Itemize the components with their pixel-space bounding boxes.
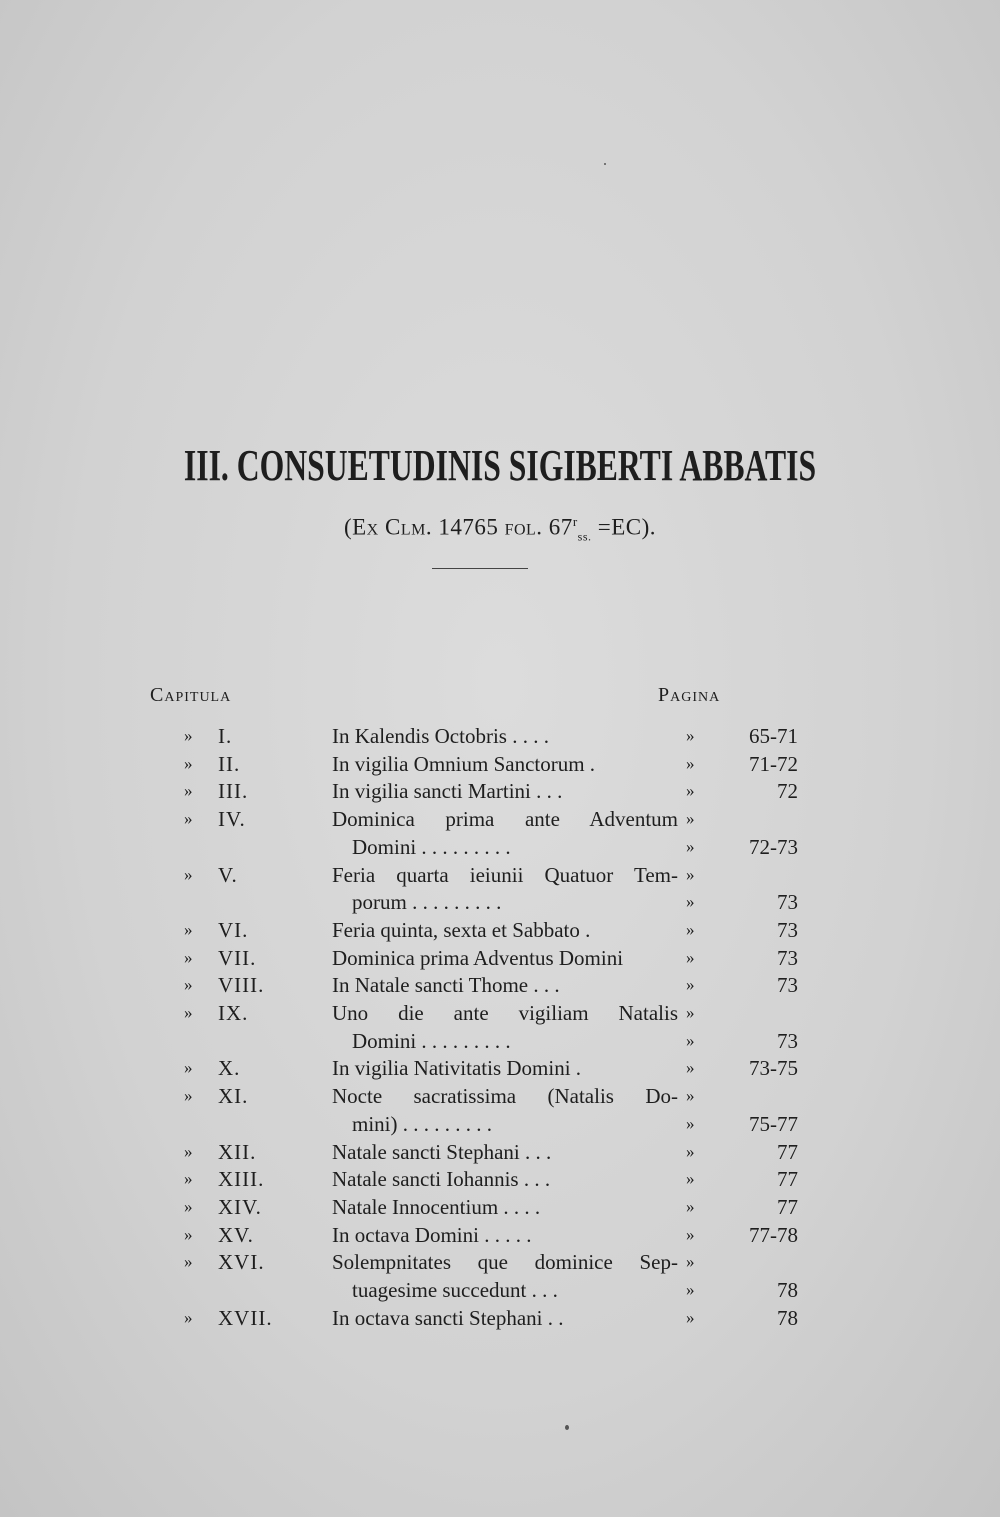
toc-row xyxy=(0,750,1000,778)
ditto-mark: » xyxy=(686,1030,695,1050)
ditto-mark: » xyxy=(686,947,695,967)
page-reference: 72-73 xyxy=(749,834,798,859)
page-reference: 78 xyxy=(777,1278,798,1302)
ditto-mark: » xyxy=(686,726,695,745)
page-reference: 78 xyxy=(777,1305,798,1330)
ditto-mark: » xyxy=(686,1252,695,1272)
chapter-title-entry: In octava sancti Stephani . . xyxy=(332,1305,564,1330)
chapter-title-entry: Dominica prima ante Adventum xyxy=(332,807,678,832)
ditto-mark: » xyxy=(686,1113,695,1133)
quote-mark: » xyxy=(184,947,193,967)
ditto-mark: » xyxy=(686,1141,695,1161)
chapter-title-entry: In vigilia sancti Martini . . . xyxy=(332,779,563,804)
chapter-title-entry: Natale sancti Stephani . . . xyxy=(332,1139,552,1164)
scan-speck xyxy=(604,163,606,165)
toc-row xyxy=(0,833,1000,861)
toc-row xyxy=(0,888,1000,916)
quote-mark: » xyxy=(184,1252,193,1272)
ditto-mark: » xyxy=(686,892,695,912)
chapter-number: I. xyxy=(218,724,233,748)
chapter-title-entry: Solempnitates que dominice Sep- xyxy=(332,1250,678,1275)
toc-row xyxy=(0,1165,1000,1193)
page-reference: 77 xyxy=(777,1194,798,1219)
ditto-mark: » xyxy=(686,1280,695,1299)
ditto-mark: » xyxy=(686,919,695,939)
page-reference: 73-75 xyxy=(749,1056,798,1081)
toc-row xyxy=(0,722,1000,750)
toc-row xyxy=(0,1054,1000,1082)
ditto-mark: » xyxy=(686,1058,695,1078)
divider-rule xyxy=(432,568,528,569)
chapter-title-entry: In octava Domini . . . . . xyxy=(332,1222,532,1247)
chapter-number: XV. xyxy=(218,1222,254,1247)
toc-row xyxy=(0,1304,1000,1332)
toc-row xyxy=(0,916,1000,944)
toc-row xyxy=(0,971,1000,999)
ditto-mark: » xyxy=(686,1224,695,1244)
ditto-mark: » xyxy=(686,1086,695,1106)
page-reference: 73 xyxy=(777,945,798,970)
ditto-mark: » xyxy=(686,975,695,995)
chapter-number: VIII. xyxy=(218,973,265,998)
ditto-mark: » xyxy=(686,1307,695,1327)
quote-mark: » xyxy=(184,781,193,801)
page-reference: 73 xyxy=(777,973,798,998)
chapter-number: XVII. xyxy=(218,1305,273,1330)
chapter-title-entry: Natale Innocentium . . . . xyxy=(332,1194,541,1219)
toc-row xyxy=(0,1248,1000,1276)
chapter-title-entry: Uno die ante vigiliam Natalis xyxy=(332,1001,678,1025)
chapter-number: IV. xyxy=(218,807,246,832)
chapter-title-entry: tuagesime succedunt . . . xyxy=(352,1278,558,1302)
toc-row xyxy=(0,1082,1000,1110)
page-reference: 77 xyxy=(777,1139,798,1164)
chapter-number: IX. xyxy=(218,1001,249,1025)
page-reference: 77 xyxy=(777,1167,798,1192)
chapter-number: XVI. xyxy=(218,1250,265,1275)
quote-mark: » xyxy=(184,809,193,829)
chapter-number: VI. xyxy=(218,917,249,942)
chapter-title-entry: In vigilia Nativitatis Domini . xyxy=(332,1056,582,1081)
ditto-mark: » xyxy=(686,753,695,773)
chapter-title-entry: mini) . . . . . . . . . xyxy=(352,1111,492,1136)
toc-row xyxy=(0,1138,1000,1166)
quote-mark: » xyxy=(184,1307,193,1327)
chapter-number: V. xyxy=(218,862,238,887)
toc-row xyxy=(0,777,1000,805)
toc-row xyxy=(0,944,1000,972)
chapter-title-entry: Feria quinta, sexta et Sabbato . xyxy=(332,917,591,942)
toc-row xyxy=(0,1027,1000,1055)
citation-suffix: =EC). xyxy=(591,514,657,540)
chapter-title-entry: Domini . . . . . . . . . xyxy=(352,834,511,859)
ditto-mark: » xyxy=(686,1169,695,1189)
quote-mark: » xyxy=(184,975,193,995)
page-reference: 73 xyxy=(777,890,798,915)
citation-superscript: r xyxy=(572,514,578,529)
toc-row xyxy=(0,861,1000,889)
quote-mark: » xyxy=(184,1196,193,1216)
chapter-number: XIII. xyxy=(218,1167,265,1192)
page-reference: 73 xyxy=(777,1028,798,1053)
ditto-mark: » xyxy=(686,1196,695,1216)
page-reference: 77-78 xyxy=(749,1222,798,1247)
citation-text: (Ex Clm. 14765 fol. 67 xyxy=(343,514,573,540)
quote-mark: » xyxy=(184,1169,193,1189)
chapter-number: XIV. xyxy=(218,1194,262,1219)
chapter-title-entry: Dominica prima Adventus Domini xyxy=(332,945,624,970)
toc-row xyxy=(0,1221,1000,1249)
quote-mark: » xyxy=(184,726,193,745)
chapter-number: XII. xyxy=(218,1139,257,1164)
toc-row xyxy=(0,1110,1000,1138)
chapter-title-entry: In vigilia Omnium Sanctorum . xyxy=(332,751,596,776)
quote-mark: » xyxy=(184,1086,193,1106)
pagina-header: Pagina xyxy=(658,684,721,706)
page-reference: 71-72 xyxy=(749,751,798,776)
chapter-number: II. xyxy=(218,751,241,776)
chapter-number: VII. xyxy=(218,945,257,970)
chapter-title-entry: porum . . . . . . . . . xyxy=(352,890,502,915)
ditto-mark: » xyxy=(686,809,695,829)
chapter-number: X. xyxy=(218,1056,241,1081)
ditto-mark: » xyxy=(686,781,695,801)
chapter-title: III. CONSUETUDINIS SIGIBERTI ABBATIS xyxy=(183,441,817,490)
quote-mark: » xyxy=(184,864,193,884)
page-reference: 65-71 xyxy=(749,724,798,748)
toc-row xyxy=(0,805,1000,833)
chapter-title-entry: In Natale sancti Thome . . . xyxy=(332,973,560,998)
chapter-title-entry: Nocte sacratissima (Natalis Do- xyxy=(332,1084,678,1109)
page-reference: 72 xyxy=(777,779,798,804)
toc-row xyxy=(0,999,1000,1027)
chapter-title-entry: Domini . . . . . . . . . xyxy=(352,1028,511,1053)
quote-mark: » xyxy=(184,1141,193,1161)
chapter-number: XI. xyxy=(218,1084,249,1109)
ditto-mark: » xyxy=(686,864,695,884)
quote-mark: » xyxy=(184,1058,193,1078)
quote-mark: » xyxy=(184,753,193,773)
chapter-number: III. xyxy=(218,779,249,804)
chapter-title-entry: In Kalendis Octobris . . . . xyxy=(332,724,549,748)
citation-subscript: ss. xyxy=(577,529,592,544)
page-reference: 73 xyxy=(777,917,798,942)
toc-row xyxy=(0,1276,1000,1304)
source-citation xyxy=(0,514,1000,544)
ditto-mark: » xyxy=(686,836,695,856)
capitula-header: Capitula xyxy=(150,684,232,706)
chapter-title-entry: Feria quarta ieiunii Quatuor Tem- xyxy=(332,862,678,887)
page-reference: 75-77 xyxy=(749,1111,798,1136)
scan-speck xyxy=(565,1425,569,1430)
chapter-title-entry: Natale sancti Iohannis . . . xyxy=(332,1167,551,1192)
quote-mark: » xyxy=(184,1003,193,1022)
quote-mark: » xyxy=(184,919,193,939)
quote-mark: » xyxy=(184,1224,193,1244)
toc-row xyxy=(0,1193,1000,1221)
ditto-mark: » xyxy=(686,1003,695,1022)
